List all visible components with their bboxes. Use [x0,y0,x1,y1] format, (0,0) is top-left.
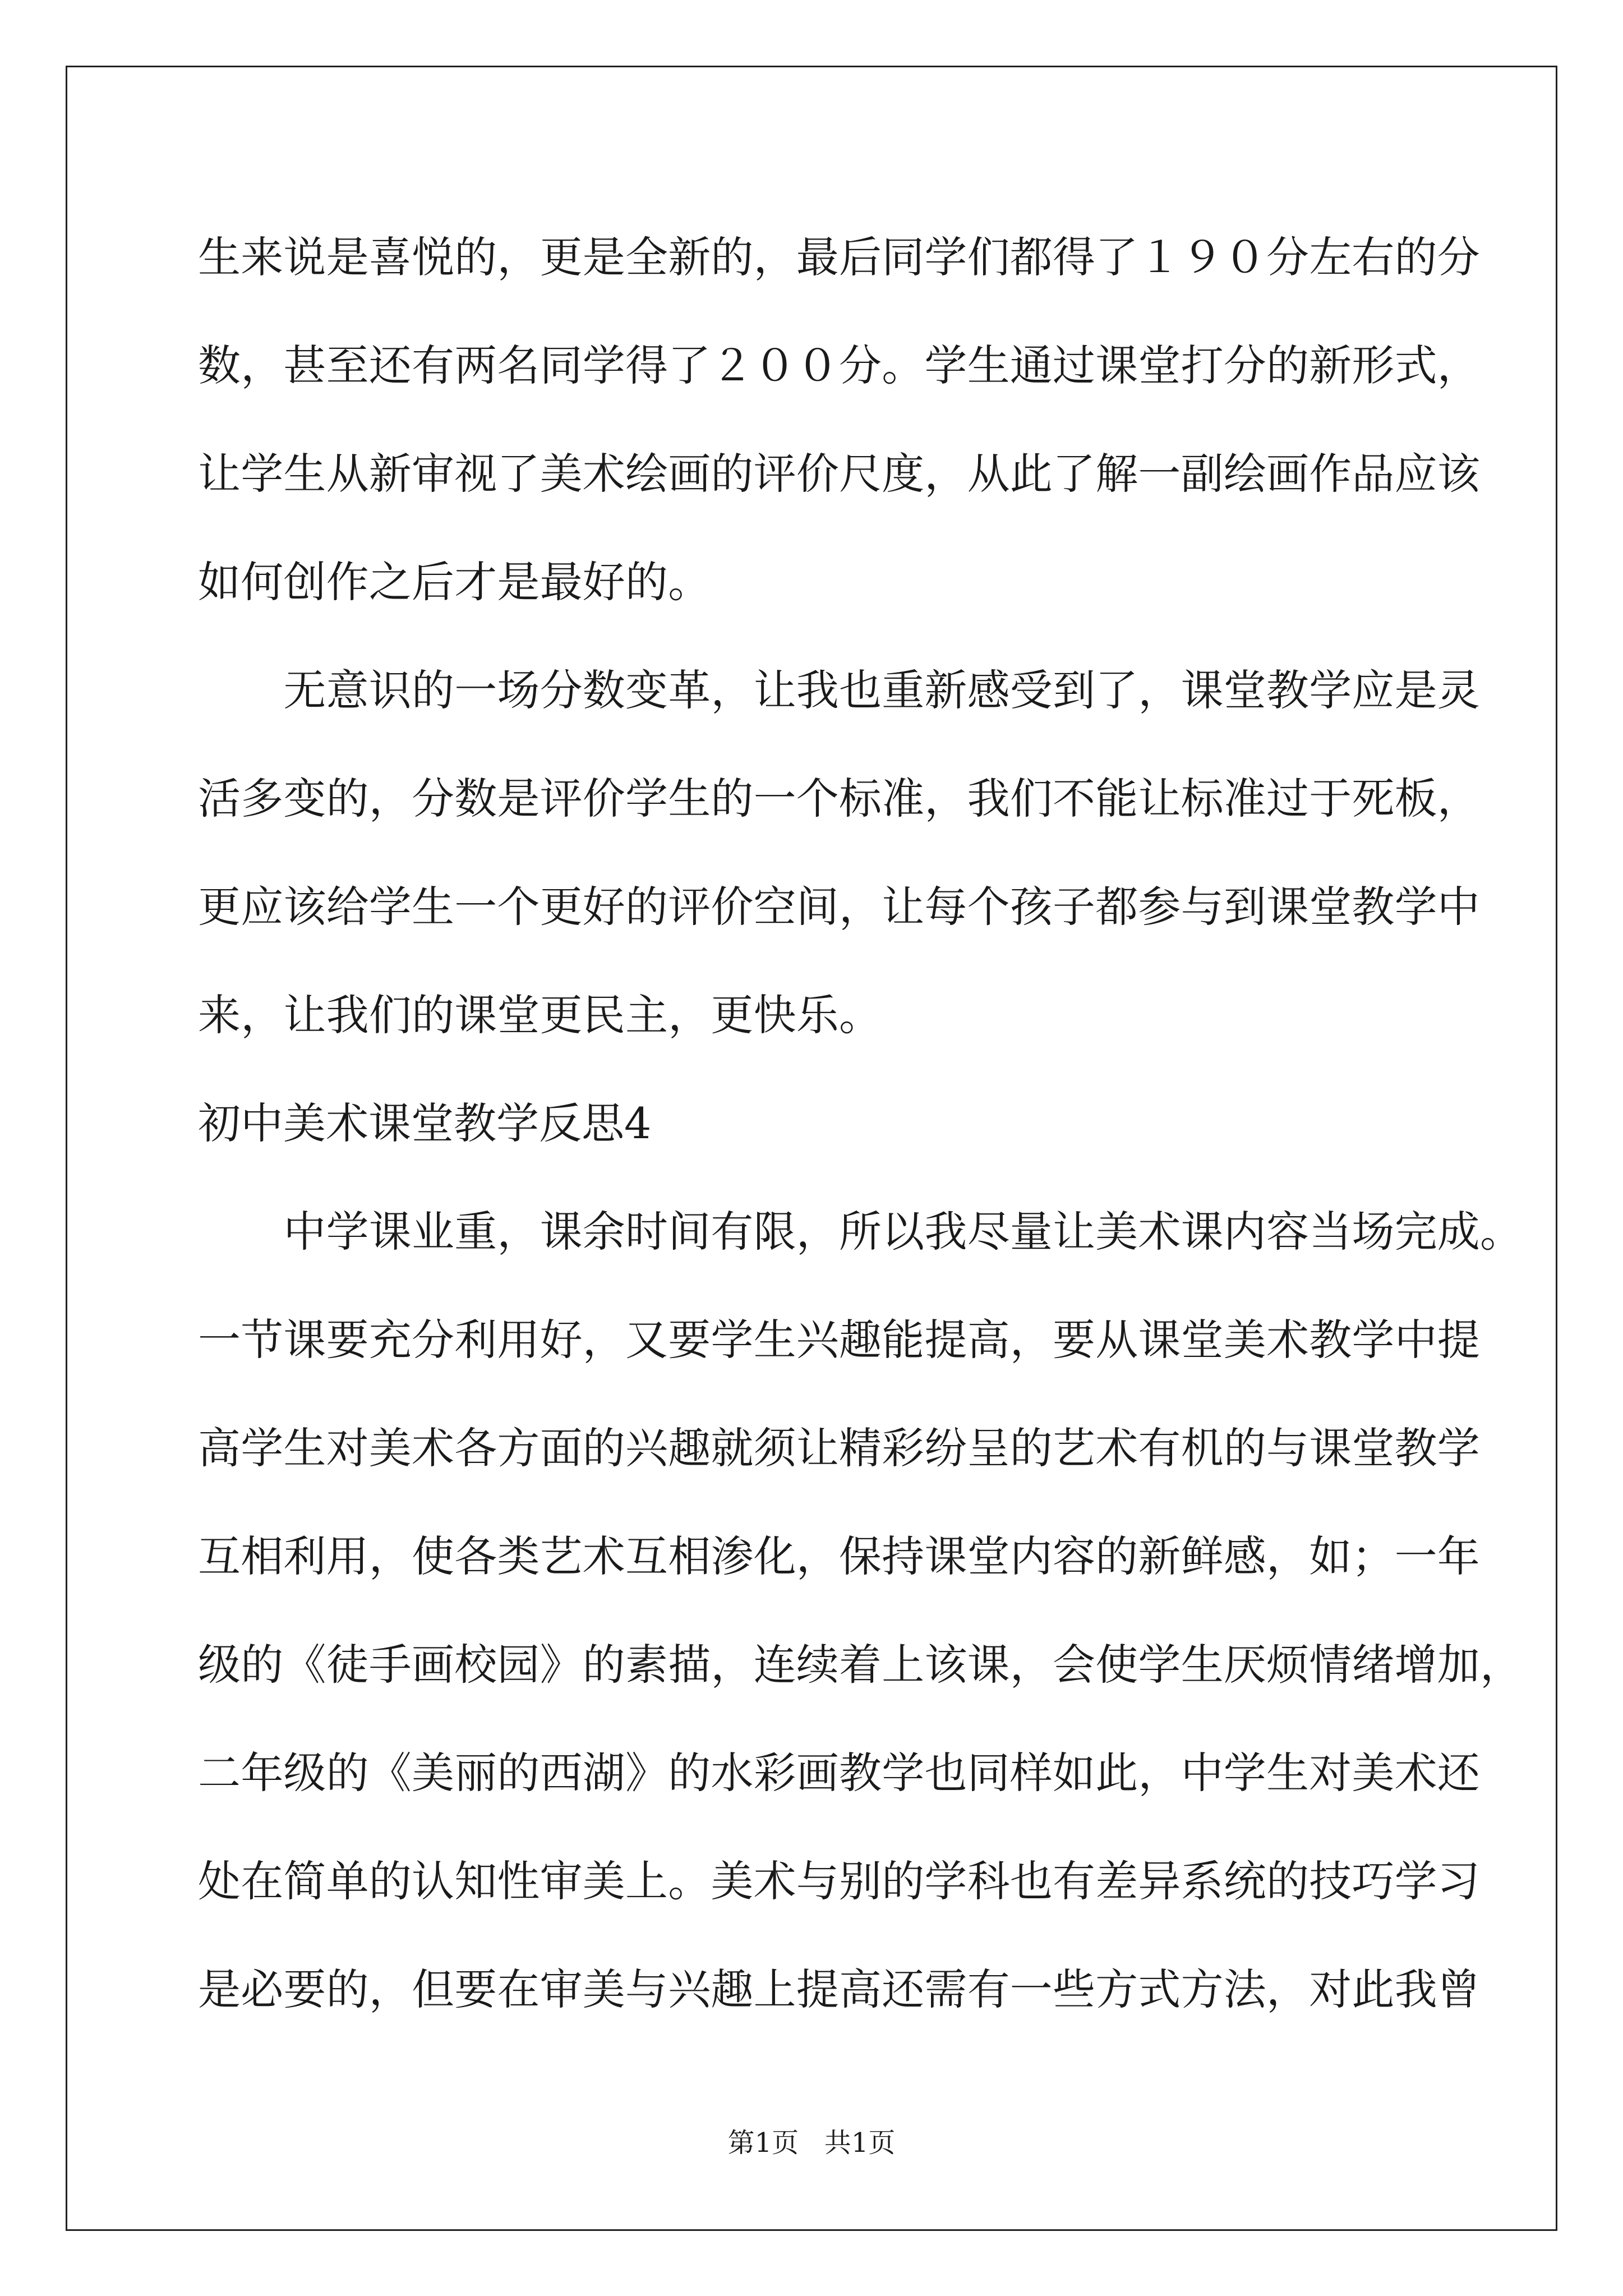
section-heading: 初中美术课堂教学反思4 [198,1098,652,1148]
paragraph-line: 生来说是喜悦的，更是全新的，最后同学们都得了１９０分左右的分 [198,232,1480,282]
paragraph-line: 中学课业重，课余时间有限，所以我尽量让美术课内容当场完成。 [198,1207,1523,1257]
paragraph-line: 更应该给学生一个更好的评价空间，让每个孩子都参与到课堂教学中 [198,882,1480,932]
paragraph-line: 高学生对美术各方面的兴趣就须让精彩纷呈的艺术有机的与课堂教学 [198,1423,1480,1473]
paragraph-line: 级的《徒手画校园》的素描，连续着上该课，会使学生厌烦情绪增加， [198,1640,1523,1690]
paragraph-line: 一节课要充分利用好，又要学生兴趣能提高，要从课堂美术教学中提 [198,1315,1480,1365]
paragraph-line: 无意识的一场分数变革，让我也重新感受到了，课堂教学应是灵 [198,665,1480,715]
paragraph-line: 活多变的，分数是评价学生的一个标准，我们不能让标准过于死板， [198,774,1480,823]
paragraph-line: 二年级的《美丽的西湖》的水彩画教学也同样如此，中学生对美术还 [198,1748,1480,1798]
paragraph-line: 来，让我们的课堂更民主，更快乐。 [198,990,882,1040]
paragraph-line: 是必要的，但要在审美与兴趣上提高还需有一些方式方法，对此我曾 [198,1964,1480,2014]
document-body [198,203,1523,2044]
paragraph-line: 让学生从新审视了美术绘画的评价尺度，从此了解一副绘画作品应该 [198,449,1480,499]
paragraph-line: 互相利用，使各类艺术互相渗化，保持课堂内容的新鲜感，如；一年 [198,1531,1480,1581]
paragraph-line: 如何创作之后才是最好的。 [198,557,711,607]
page-number: 第1页 共1页 [727,2127,896,2159]
paragraph-line: 数，甚至还有两名同学得了２００分。学生通过课堂打分的新形式， [198,341,1480,390]
paragraph-line: 处在简单的认知性审美上。美术与别的学科也有差异系统的技巧学习 [198,1856,1480,1906]
